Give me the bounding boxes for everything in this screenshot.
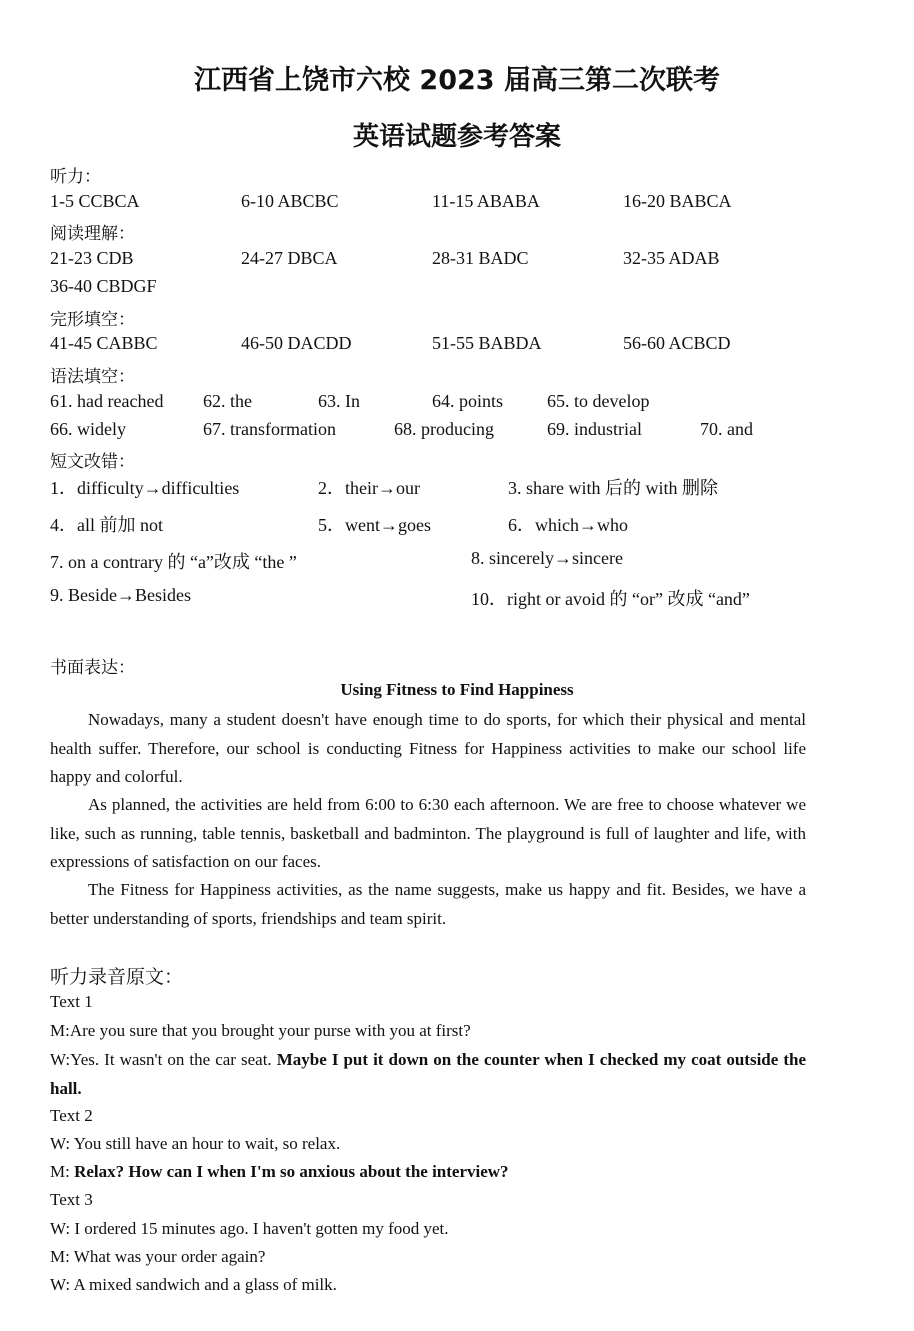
essay-paragraph: Nowadays, many a student doesn't have enough time to do sports, for which their physical and mental health suffer. Therefore, our school is conducting Fitness for Happiness activities to make our school life happy and colorful. <box>50 710 806 786</box>
text1-w-line <box>50 1046 806 1103</box>
reading-answer: 36-40 CBDGF <box>50 276 157 296</box>
text2-label: Text 2 <box>50 1106 93 1125</box>
listening-answer: 6-10 ABCBC <box>241 191 339 211</box>
grammar-answer: 70. and <box>700 419 753 439</box>
cloze-answer: 51-55 BABDA <box>432 333 542 353</box>
text2-m-bold: Relax? How can I when I'm so anxious about the interview? <box>74 1162 509 1181</box>
listening-answer: 1-5 CCBCA <box>50 191 140 211</box>
grammar-answer: 65. to develop <box>547 391 650 411</box>
text2-w-line: W: You still have an hour to wait, so relax. <box>50 1134 341 1153</box>
correction-heading: 短文改错： <box>50 452 135 471</box>
grammar-answer: 62. the <box>203 391 252 411</box>
cloze-heading: 完形填空： <box>50 310 135 329</box>
correction-item: 9. Beside→Besides <box>50 585 191 605</box>
text2-m-plain: M: <box>50 1162 75 1181</box>
essay-paragraph: The Fitness for Happiness activities, as the name suggests, make us happy and fit. Besides, we have a better understanding of sports, friendships and team spirit. <box>50 880 806 928</box>
cloze-answer: 56-60 ACBCD <box>623 333 731 353</box>
text2-m-line <box>50 1162 509 1182</box>
text1-w-bold: Maybe I put it down on the counter when I checked my coat outside the hall. <box>50 1050 807 1098</box>
grammar-answer: 63. In <box>318 391 360 411</box>
grammar-heading: 语法填空： <box>50 367 135 386</box>
listening-heading: 听力： <box>50 167 101 186</box>
essay-title: Using Fitness to Find Happiness <box>340 680 574 699</box>
listening-answer: 11-15 ABABA <box>432 191 540 211</box>
grammar-answer: 69. industrial <box>547 419 642 439</box>
grammar-answer: 68. producing <box>394 419 494 439</box>
reading-answer: 24-27 DBCA <box>241 248 338 268</box>
grammar-answer: 66. widely <box>50 419 126 439</box>
correction-item: 8. sincerely→sincere <box>471 548 623 568</box>
correction-item: 6．which→who <box>508 515 628 535</box>
essay-paragraph: As planned, the activities are held from 6:00 to 6:30 each afternoon. We are free to choose whatever we like, such as running, table tennis, basketball and badminton. The playground is full of laughter and life, with expressions of satisfaction on our faces. <box>50 795 806 871</box>
text3-w-line: W: A mixed sandwich and a glass of milk. <box>50 1275 337 1294</box>
correction-item: 5．went→goes <box>318 515 431 535</box>
text1-w-plain: W:Yes. It wasn't on the car seat. <box>50 1050 277 1069</box>
cloze-answer: 46-50 DACDD <box>241 333 352 353</box>
correction-item: 3. share with 后的 with 删除 <box>508 478 718 498</box>
correction-item: 10．right or avoid 的 “or” 改成 “and” <box>471 589 750 609</box>
grammar-answer: 67. transformation <box>203 419 336 439</box>
reading-answer: 28-31 BADC <box>432 248 529 268</box>
text3-m-line: M: What was your order again? <box>50 1247 266 1266</box>
correction-item: 2．their→our <box>318 478 420 498</box>
text3-label: Text 3 <box>50 1190 93 1209</box>
reading-answer: 21-23 CDB <box>50 248 134 268</box>
grammar-answer: 64. points <box>432 391 504 411</box>
text1-label: Text 1 <box>50 992 93 1011</box>
text1-m-line: M:Are you sure that you brought your purse with you at first? <box>50 1021 471 1040</box>
exam-subtitle: 英语试题参考答案 <box>352 122 561 152</box>
grammar-answer: 61. had reached <box>50 391 164 411</box>
exam-title: 江西省上饶市六校 2023 届高三第二次联考 <box>194 65 720 96</box>
correction-item: 4．all 前加 not <box>50 515 163 535</box>
correction-item: 1．difficulty→difficulties <box>50 478 240 498</box>
listening-answer: 16-20 BABCA <box>623 191 732 211</box>
correction-item: 7. on a contrary 的 “a”改成 “the ” <box>50 552 297 572</box>
cloze-answer: 41-45 CABBC <box>50 333 158 353</box>
reading-heading: 阅读理解： <box>50 224 135 243</box>
transcript-heading: 听力录音原文： <box>50 967 184 988</box>
text3-w-line: W: I ordered 15 minutes ago. I haven't gotten my food yet. <box>50 1219 449 1238</box>
reading-answer: 32-35 ADAB <box>623 248 720 268</box>
writing-heading: 书面表达： <box>50 658 135 677</box>
